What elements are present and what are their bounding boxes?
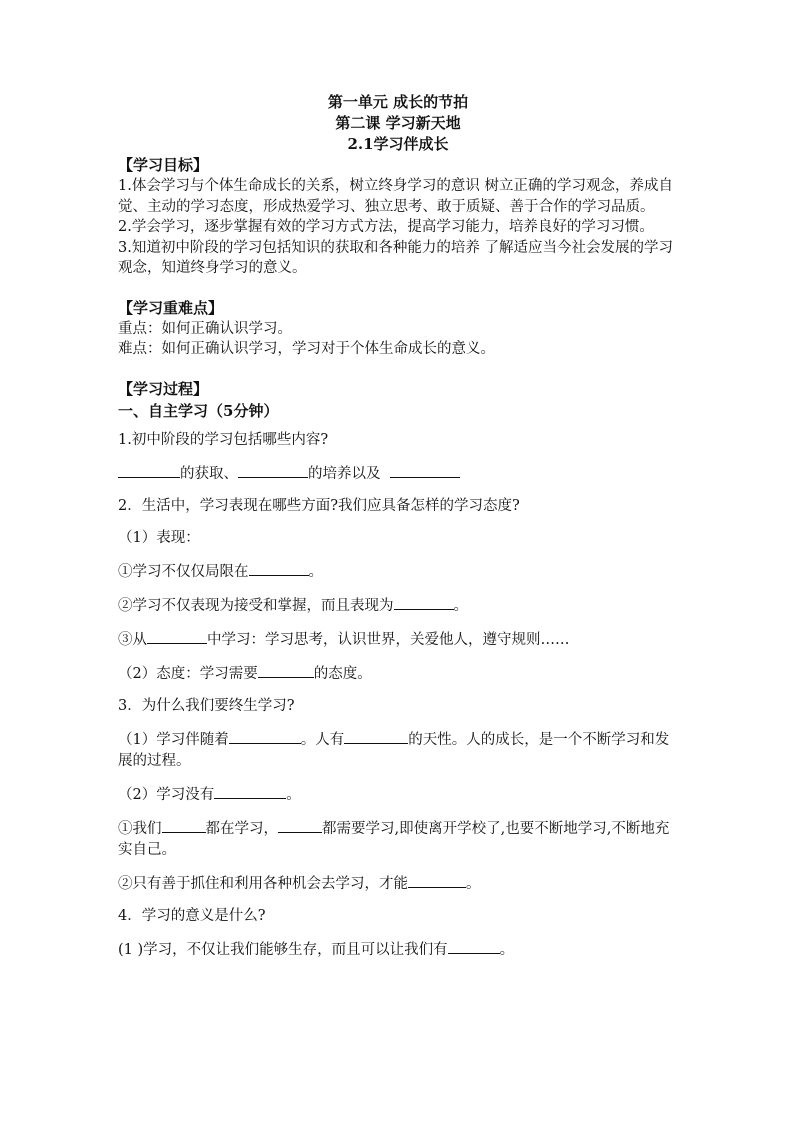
answer-blank[interactable] [229,728,301,744]
question-3: 3．为什么我们要终生学习? [118,697,295,714]
focus-point: 重点：如何正确认识学习。 [118,320,292,337]
question-1-fill: 的获取、 的培养以及 [118,462,678,485]
answer-blank[interactable] [408,872,466,888]
objective-item: 3.知道初中阶段的学习包括知识的获取和各种能力的培养 了解适应当今社会发展的学习观念，知道终身学习的意义。 [118,239,673,276]
question-3-2b: ②只有善于抓住和利用各种机会去学习，才能 。 [118,872,678,895]
question-2-part-1: （1）表现： [118,529,200,546]
question-4: 4．学习的意义是什么? [118,907,266,924]
objective-item: 1.体会学习与个体生命成长的关系，树立终身学习的意识 树立正确的学习观念，养成自觉、主动的学习态度，形成热爱学习、独立思考、敢于质疑、善于合作的学习品质。 [118,178,673,215]
objective-item: 2.学会学习，逐步掌握有效的学习方式方法，提高学习能力，培养良好的学习习惯。 [118,219,654,235]
answer-blank[interactable] [238,462,308,478]
document-page [118,92,678,972]
question-2: 2．生活中，学习表现在哪些方面?我们应具备怎样的学习态度? [118,497,520,514]
key-points-heading: 【学习重难点】 [118,298,224,317]
answer-blank[interactable] [344,728,408,744]
difficulty-point: 难点：如何正确认识学习，学习对于个体生命成长的意义。 [118,341,495,357]
question-3-2a: ①我们 都在学习， 都需要学习,即使离开学校了,也要不断地学习,不断地充实自己。 [118,817,678,861]
question-2-part-2: （2）态度：学习需要 的态度。 [118,662,678,685]
answer-blank[interactable] [147,628,207,644]
question-2-1c: ③从 中学习：学习思考，认识世界，关爱他人，遵守规则…… [118,628,678,651]
self-study-heading: 一、自主学习（5分钟） [118,401,279,420]
answer-blank[interactable] [390,462,460,478]
question-3-part-1: （1）学习伴随着 。人有 的天性。人的成长，是一个不断学习和发展的过程。 [118,728,678,772]
answer-blank[interactable] [118,462,180,478]
answer-blank[interactable] [258,662,314,678]
objectives-heading: 【学习目标】 [118,156,209,174]
answer-blank[interactable] [214,783,286,799]
question-2-1b: ②学习不仅表现为接受和掌握，而且表现为 。 [118,594,678,617]
section-title: 2.1学习伴成长 [347,135,449,153]
answer-blank[interactable] [394,594,454,610]
question-3-part-2: （2）学习没有 。 [118,783,678,806]
process-heading: 【学习过程】 [118,379,209,398]
answer-blank[interactable] [278,817,322,833]
unit-title: 第一单元 成长的节拍 [327,93,469,111]
lesson-title: 第二课 学习新天地 [335,114,461,132]
question-2-1a: ①学习不仅仅局限在 。 [118,560,678,583]
answer-blank[interactable] [448,938,500,954]
question-4-part-1: (1 )学习，不仅让我们能够生存，而且可以让我们有 。 [118,938,678,961]
answer-blank[interactable] [249,560,309,576]
question-1: 1.初中阶段的学习包括哪些内容? [118,431,329,448]
answer-blank[interactable] [162,817,206,833]
